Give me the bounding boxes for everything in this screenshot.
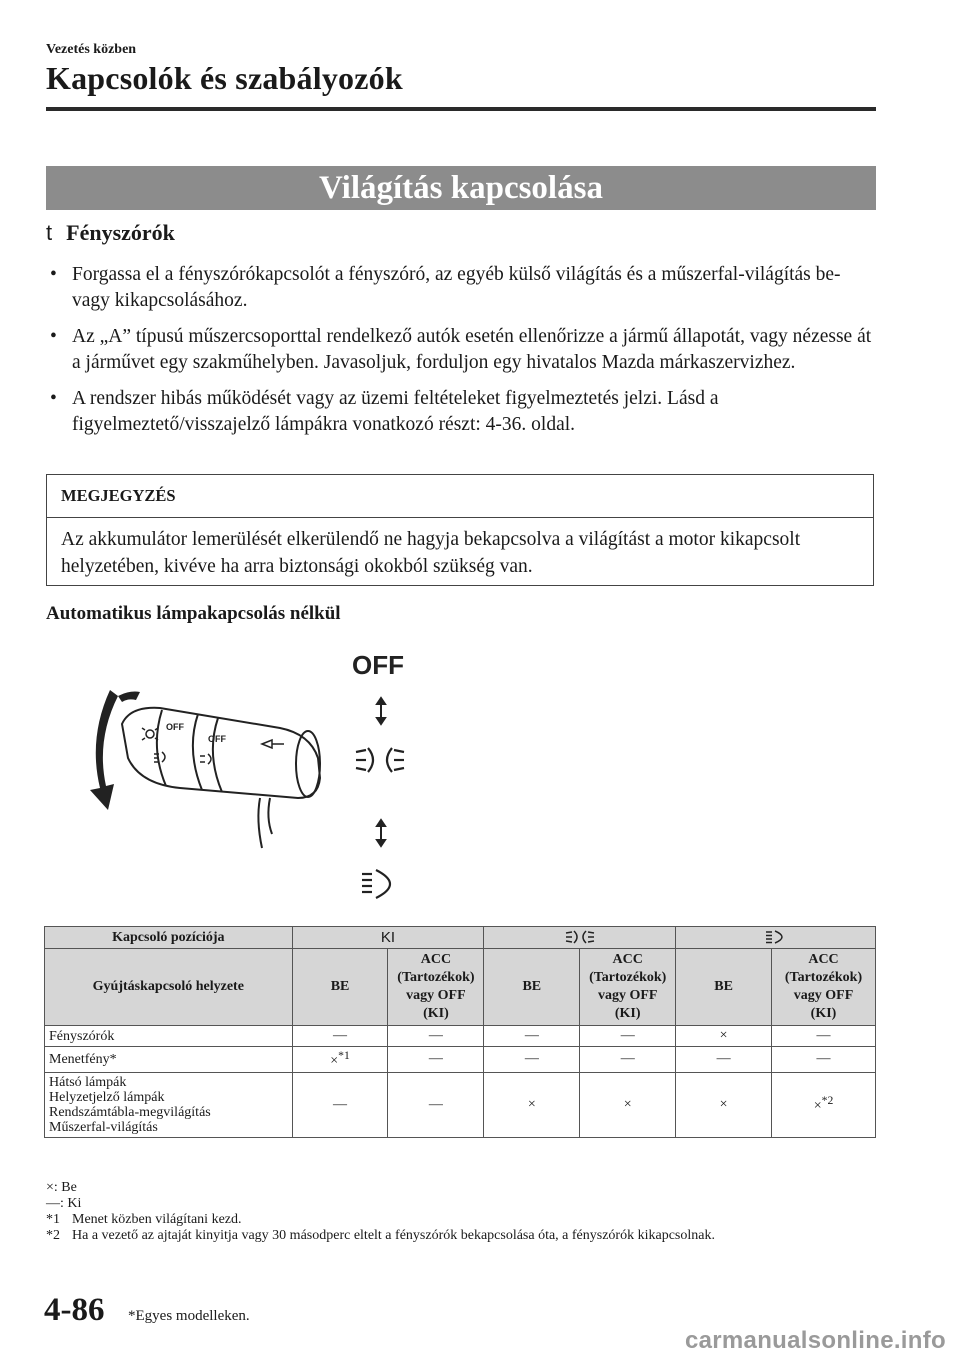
bullet-list xyxy=(50,262,876,448)
table-cell: — xyxy=(676,1047,772,1073)
list-item xyxy=(50,262,876,314)
table-cell: — xyxy=(388,1072,484,1137)
chapter-title: Kapcsolók és szabályozók xyxy=(46,60,403,96)
rotate-arrow-icon xyxy=(90,690,118,810)
table-cell: — xyxy=(292,1026,388,1047)
ignition-acc: ACC (Tartozékok) vagy OFF (KI) xyxy=(772,949,876,1026)
ignition-acc: ACC (Tartozékok) vagy OFF (KI) xyxy=(580,949,676,1026)
svg-text:OFF: OFF xyxy=(208,734,226,744)
legend-off: —: Ki xyxy=(46,1196,82,1211)
footnote-1: *1 Menet közben világítani kezd. xyxy=(46,1212,242,1227)
headlight-icon xyxy=(763,929,789,945)
table-cell: — xyxy=(388,1026,484,1047)
section-label: Vezetés közben xyxy=(46,42,137,57)
legend-on: ×: Be xyxy=(46,1180,77,1195)
row-label: Fényszórók xyxy=(45,1026,293,1047)
table-cell: × xyxy=(484,1072,580,1137)
table-row xyxy=(45,1047,876,1073)
table-cell: — xyxy=(772,1026,876,1047)
figure-off-label: OFF xyxy=(352,650,404,680)
updown-arrow-icon xyxy=(377,820,385,846)
table-row xyxy=(45,1026,876,1047)
headlight-icon xyxy=(362,870,390,898)
row-label: Menetfény* xyxy=(45,1047,293,1073)
ignition-be: BE xyxy=(676,949,772,1026)
parking-light-icon xyxy=(563,929,597,945)
table-cell: — xyxy=(772,1047,876,1073)
subsection-title: Fényszórók xyxy=(66,220,175,245)
table-legend xyxy=(46,1180,846,1244)
table-cell: × xyxy=(676,1026,772,1047)
bullet-text: Az „A” típusú műszercsoporttal rendelkező autók esetén ellenőrizze a jármű állapotát, vagy nézesse át a járművet egy szakműhelyben. Javasoljuk, forduljon egy hivatalos Mazda márkaszervizhez. xyxy=(72,326,872,373)
table-cell: — xyxy=(484,1026,580,1047)
column-header: Gyújtáskapcsoló helyzete xyxy=(45,949,293,1026)
header-rule xyxy=(46,107,876,111)
subsection-heading xyxy=(46,220,175,246)
table-header-row xyxy=(45,927,876,949)
table-cell: × xyxy=(676,1072,772,1137)
note-box xyxy=(46,474,874,586)
column-header-parking xyxy=(484,927,676,949)
bullet-text: A rendszer hibás működését vagy az üzemi feltételeket figyelmeztetés jelzi. Lásd a figyelmeztető/visszajelző lámpákra vonatkozó részt: 4-36. oldal. xyxy=(72,388,719,435)
stalk-body xyxy=(122,708,320,798)
headlight-switch-figure xyxy=(70,648,450,910)
light-switch-table xyxy=(44,926,876,1138)
headlight-icon xyxy=(154,752,165,762)
updown-arrow-icon xyxy=(377,698,385,724)
column-header: Kapcsoló pozíciója xyxy=(45,927,293,949)
footnote-ref: *2 xyxy=(821,1094,834,1108)
ignition-be: BE xyxy=(484,949,580,1026)
subsection-marker: t xyxy=(46,220,53,245)
table-cell: ×$^{*2}$ xyxy=(772,1072,876,1137)
table-row xyxy=(45,1072,876,1137)
column-header-headlight xyxy=(676,927,876,949)
fog-light-icon xyxy=(200,754,211,764)
parking-light-icon xyxy=(356,748,404,772)
table-cell: × xyxy=(580,1072,676,1137)
footnote-2: *2 Ha a vezető az ajtaját kinyitja vagy 30 másodperc eltelt a fényszórók bekapcsolása óta, a fényszórók kikapcsolnak. xyxy=(46,1228,715,1243)
model-footnote: *Egyes modelleken. xyxy=(128,1308,250,1324)
list-item xyxy=(50,324,876,376)
section-banner: Világítás kapcsolása xyxy=(46,166,876,210)
footnote-ref: *1 xyxy=(338,1049,350,1062)
table-cell: — xyxy=(388,1047,484,1073)
stalk-off-label: OFF xyxy=(166,722,184,732)
table-cell: — xyxy=(484,1047,580,1073)
table-cell: — xyxy=(580,1026,676,1047)
watermark: carmanualsonline.info xyxy=(684,1327,946,1354)
auto-heading: Automatikus lámpakapcsolás nélkül xyxy=(46,603,341,624)
bullet-icon: • xyxy=(50,388,57,409)
note-body: Az akkumulátor lemerülését elkerülendő ne hagyja bekapcsolva a világítást a motor kikapcsolt helyzetében, kivéve ha arra biztonsági okokból szükség van. xyxy=(61,529,801,577)
row-label: Hátsó lámpák Helyzetjelző lámpák Rendszámtábla-megvilágítás Műszerfal-világítás xyxy=(45,1072,293,1137)
page-number: 4-86 xyxy=(44,1292,105,1328)
note-title: MEGJEGYZÉS xyxy=(47,475,873,518)
ignition-acc: ACC (Tartozékok) vagy OFF (KI) xyxy=(388,949,484,1026)
bullet-text: Forgassa el a fényszórókapcsolót a fényszóró, az egyéb külső világítás és a műszerfal-világítás be- vagy kikapcsolásához. xyxy=(72,264,841,311)
table-cell: — xyxy=(292,1072,388,1137)
bullet-icon: • xyxy=(50,326,57,347)
bullet-icon: • xyxy=(50,264,57,285)
table-cell: ×$^{*1}$ xyxy=(292,1047,388,1073)
parking-light-icon xyxy=(142,728,158,740)
table-cell: — xyxy=(580,1047,676,1073)
list-item xyxy=(50,386,876,438)
column-header-ki: KI xyxy=(292,927,484,949)
ignition-be: BE xyxy=(292,949,388,1026)
table-header-row xyxy=(45,949,876,1026)
